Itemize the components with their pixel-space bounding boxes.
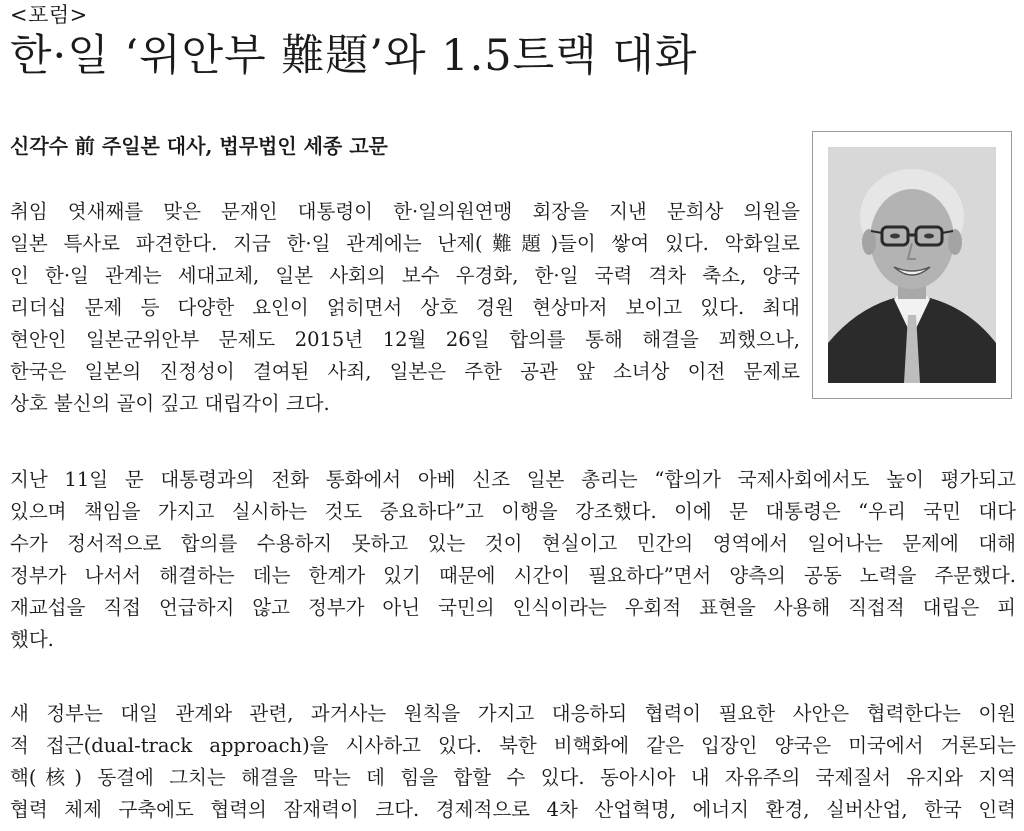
article-paragraph-1: [10, 196, 800, 420]
paragraph-line: 있으며 책임을 가지고 실시하는 것도 중요하다”고 이행을 강조했다. 이에 문 대통령은 “우리 국민 대다: [10, 500, 1016, 523]
author-portrait-graphic: [828, 147, 996, 383]
paragraph-line: 상호 불신의 골이 깊고 대립각이 크다.: [10, 392, 330, 415]
article-paragraph-2: [10, 464, 1016, 656]
paragraph-line: 지난 11일 문 대통령과의 전화 통화에서 아베 신조 일본 총리는 “합의가 국제사회에서도 높이 평가되고: [10, 468, 1016, 491]
author-photo: [828, 147, 996, 383]
headline: 한·일 ‘위안부 難題’와 1.5트랙 대화: [10, 31, 698, 81]
paragraph-line: 리더십 문제 등 다양한 요인이 얽히면서 상호 경원 현상마저 보이고 있다. 최대: [10, 296, 800, 319]
byline: 신각수 前 주일본 대사, 법무법인 세종 고문: [10, 134, 388, 158]
paragraph-line: 협력 체제 구축에도 협력의 잠재력이 크다. 경제적으로 4차 산업혁명, 에너지 환경, 실버산업, 한국 인력: [10, 798, 1016, 821]
paragraph-line: 새 정부는 대일 관계와 관련, 과거사는 원칙을 가지고 대응하되 협력이 필요한 사안은 협력한다는 이원: [10, 702, 1016, 725]
paragraph-line: 정부가 나서서 해결하는 데는 한계가 있기 때문에 시간이 필요하다”면서 양측의 공동 노력을 주문했다.: [10, 564, 1016, 587]
paragraph-line: 일본 특사로 파견한다. 지금 한·일 관계에는 난제(難題)들이 쌓여 있다. 악화일로: [10, 232, 800, 255]
paragraph-line: 현안인 일본군위안부 문제도 2015년 12월 26일 합의를 통해 해결을 꾀했으나,: [10, 328, 800, 351]
paragraph-line: 재교섭을 직접 언급하지 않고 정부가 아닌 국민의 인식이라는 우회적 표현을 사용해 직접적 대립은 피: [10, 596, 1016, 619]
section-tag: <포럼>: [10, 3, 88, 27]
paragraph-line: 취임 엿새째를 맞은 문재인 대통령이 한·일의원연맹 회장을 지낸 문희상 의원을: [10, 200, 800, 223]
paragraph-line: 했다.: [10, 628, 54, 651]
paragraph-line: 한국은 일본의 진정성이 결여된 사죄, 일본은 주한 공관 앞 소녀상 이전 문제로: [10, 360, 800, 383]
paragraph-line: 적 접근(dual-track approach)을 시사하고 있다. 북한 비핵화에 같은 입장인 양국은 미국에서 거론되는: [10, 734, 1016, 757]
author-photo-frame: [812, 131, 1012, 399]
paragraph-line: 핵(核) 동결에 그치는 해결을 막는 데 힘을 합할 수 있다. 동아시아 내 자유주의 국제질서 유지와 지역: [10, 766, 1016, 789]
article-paragraph-3: [10, 698, 1016, 826]
paragraph-line: 인 한·일 관계는 세대교체, 일본 사회의 보수 우경화, 한·일 국력 격차 축소, 양국: [10, 264, 800, 287]
paragraph-line: 수가 정서적으로 합의를 수용하지 못하고 있는 것이 현실이고 민간의 영역에서 일어나는 문제에 대해: [10, 532, 1016, 555]
